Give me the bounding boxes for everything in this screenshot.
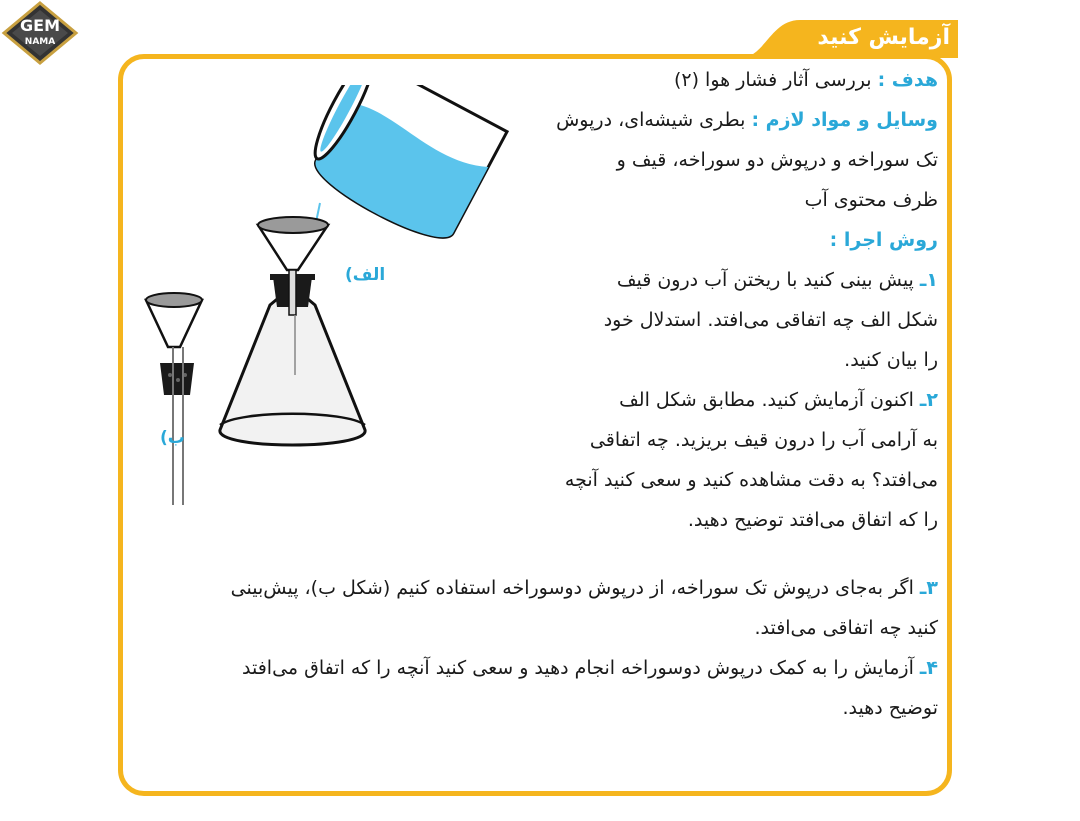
instructions-text-wide — [138, 568, 938, 728]
step-3-line-1 — [138, 568, 938, 608]
step-2-line-3: می‌افتد؟ به دقت مشاهده کنید و سعی کنید آنچه — [564, 469, 938, 491]
step-2-line-1 — [538, 380, 938, 420]
goal-label: هدف : — [877, 69, 938, 91]
materials-text-1: بطری شیشه‌ای، درپوش — [556, 109, 752, 131]
step-4-line-2: توضیح دهید. — [842, 697, 938, 719]
step-1-number: ۱ـ — [919, 269, 938, 291]
step-1-line-1 — [538, 260, 938, 300]
section-title: آزمایش کنید — [817, 25, 950, 50]
flask-a-icon — [220, 295, 365, 445]
step-2-text-1: اکنون آزمایش کنید. مطابق شکل الف — [619, 389, 920, 411]
figure-b-label: ب) — [160, 428, 185, 448]
materials-line-2: تک سوراخه و درپوش دو سوراخه، قیف و — [616, 149, 938, 171]
logo-text-main: GEM — [20, 16, 60, 35]
materials-line-1 — [538, 100, 938, 140]
logo-text-sub: NAMA — [24, 37, 56, 47]
step-3-text-1: اگر به‌جای درپوش تک سوراخه، از درپوش دوسوراخه استفاده کنیم (شکل ب)، پیش‌بینی — [230, 577, 920, 599]
figure-a-label: الف) — [345, 265, 386, 285]
goal-text: بررسی آثار فشار هوا (۲) — [673, 69, 878, 91]
experiment-illustration — [130, 85, 560, 505]
step-1-text-1: پیش بینی کنید با ریختن آب درون قیف — [616, 269, 920, 291]
goal-line — [538, 60, 938, 100]
materials-label: وسایل و مواد لازم : — [751, 109, 938, 131]
step-4-number: ۴ـ — [919, 657, 938, 679]
step-4-line-1 — [138, 648, 938, 688]
step-2-line-2: به آرامی آب را درون قیف بریزید. چه اتفاقی — [589, 429, 938, 451]
step-4-text-1: آزمایش را به کمک درپوش دوسوراخه انجام دهید و سعی کنید آنچه را که اتفاق می‌افتد — [242, 657, 920, 679]
procedure-label: روش اجرا : — [829, 229, 938, 251]
gemnama-logo — [0, 0, 80, 66]
materials-line-3: ظرف محتوی آب — [804, 189, 938, 211]
step-3-number: ۳ـ — [919, 577, 938, 599]
instructions-text — [538, 60, 938, 540]
step-1-line-2: شکل الف چه اتفاقی می‌افتد. استدلال خود — [603, 309, 938, 331]
step-1-line-3: را بیان کنید. — [844, 349, 938, 371]
step-2-number: ۲ـ — [919, 389, 938, 411]
step-3-line-2: کنید چه اتفاقی می‌افتد. — [754, 617, 938, 639]
step-2-line-4: را که اتفاق می‌افتد توضیح دهید. — [687, 509, 938, 531]
